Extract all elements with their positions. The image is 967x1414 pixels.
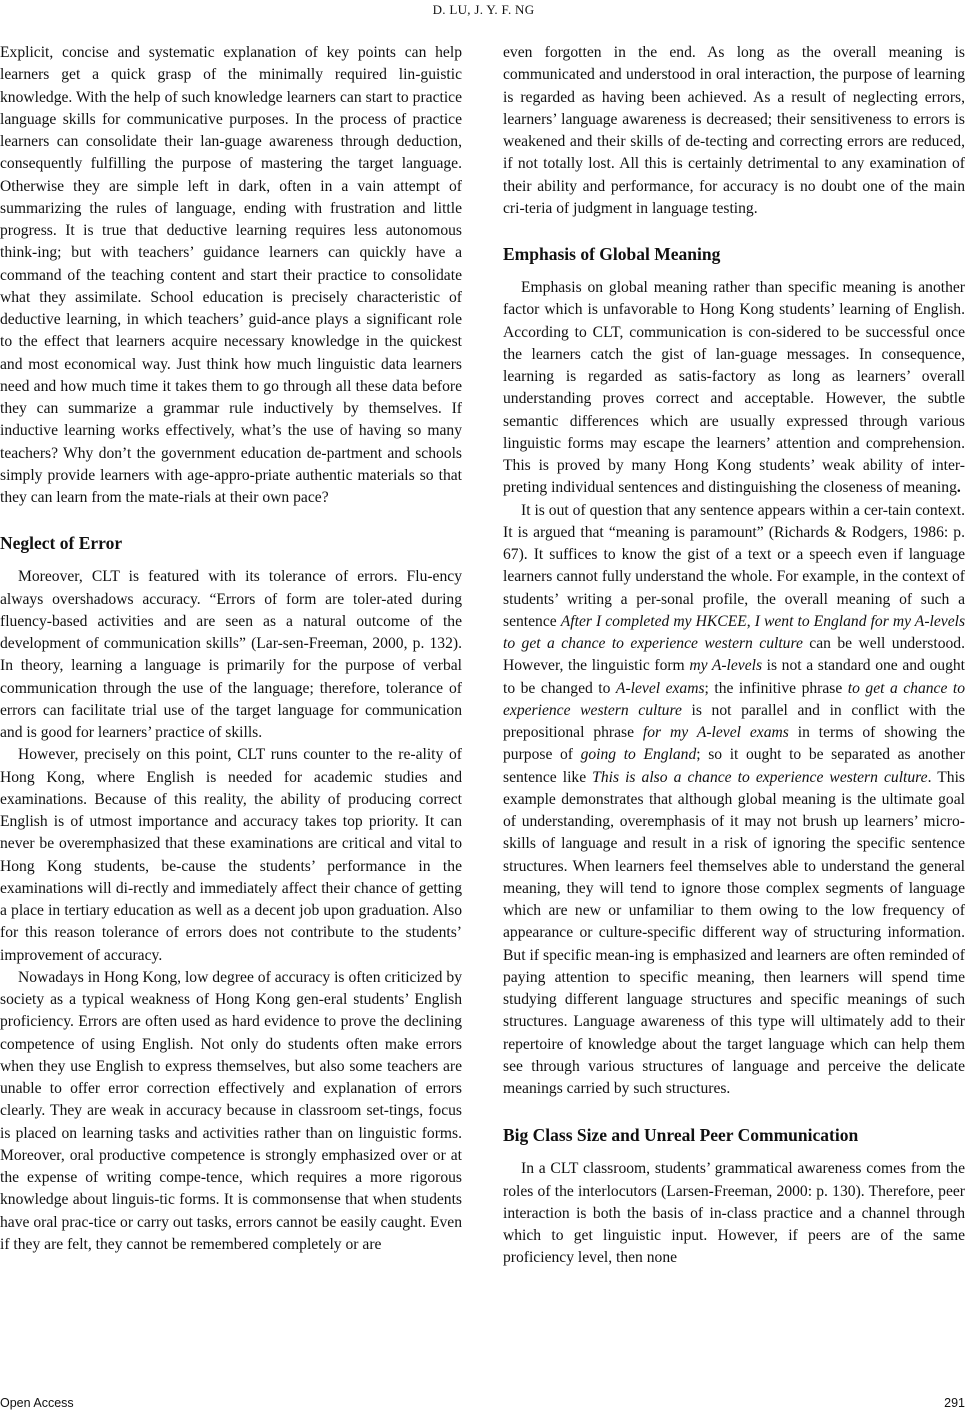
paragraph: Explicit, concise and systematic explanation of key points can help learners get a quick grasp of the minimally required lin-guistic knowledge. With the help of such knowledge learners can start to practice language skills for communicative purposes. In the process of practice learners can consolidate their lan-guage awareness through deduction, consequently fulfilling the purpose of mastering the target language. Otherwise they are simple left in dark, often in a vain attempt of summarizing the rules of language, ending with frustration and little progress. It is true that deductive learning requires less autonomous think-ing; but with teachers’ guidance learners can quickly have a command of the teaching content and start their practice to consolidate what they assimilate. School education is precisely characteristic of deductive learning, in which teachers’ guid-ance plays a significant role to the effect that learners acquire necessary knowledge in the quickest and most economical way. Just think how much linguistic data learners need and how much time it takes them to go through all these data before they can summarize a grammar rule inductively by themselves. If inductive learning works effectively, what’s the use of having so many teachers? Why don’t the government education de-partment and schools simply provide learners with age-appro-priate authentic materials so that they can learn from the mate-rials at their own pace? [0,44,462,506]
text-run: , [746,612,755,630]
example-phrase: for my A-level exams [642,724,789,741]
section-heading-neglect-of-error: Neglect of Error [0,533,123,554]
section-heading-global-meaning: Emphasis of Global Meaning [503,244,721,264]
running-head: D. LU, J. Y. F. NG [432,2,535,17]
text-run: It is out of question that any sentence appears within a cer-tain context. It is argued that “meaning is paramount” (Richards & Rodgers, 1986: p. 67). It suffices to know the gist of a text or a speech even if language learners cannot fully understand the whole. For example, in the context of students’ writing a per-sonal profile, the overall meaning of such a sentence [503,501,965,630]
paragraph: Nowadays in Hong Kong, low degree of accuracy is often criticized by society as a typical weakness of Hong Kong gen-eral students’ English proficiency. Errors are often used as hard evidence to prove the declining competence of using English. Not only do students often make errors when they use English to express themselves, but also some teachers are unable to offer error correction effectively and explanation of errors clearly. They are weak in accuracy because in classroom set-tings, focus is placed on learning tasks and activities rather than on linguistic forms. Moreover, oral productive competence is strongly emphasized over or at the expense of writing compe-tence, which requires a more rigorous knowledge about linguis-tic forms. It is commonsense that when students have oral prac-tice or carry out tasks, errors cannot be easily caught. Even if they are felt, they cannot be remembered completely or are [0,968,462,1253]
right-column [503,42,965,1270]
paragraph: In a CLT classroom, students’ grammatical awareness comes from the roles of the interlocutors (Larsen-Freeman, 2000: p. 130). Therefore, peer interaction is both the basis of in-class practice and a channel through which to get linguistic input. However, if peers are of the same proficiency level, then none [503,1160,965,1267]
page-number: 291 [944,1396,965,1410]
text-run: . This example demonstrates that although global meaning is the ultimate goal of understanding, overemphasis of it may not brush up learners’ micro-skills of language and result in a risk of ignoring the specific sentence structures. When learners feel themselves able to understand the general meaning, they will tend to ignore those complex segments of language which are new or unfamiliar to them owing to the low frequency of appearance or culture-specific different way of structuring information. But if specific mean-ing is emphasized and learners are often reminded of paying attention to specific meaning, then learners will spend time studying different language structures and specific meanings of such structures. Language awareness of this type will ultimately add to their repertoire of knowledge about the target language which can help them see through various structures of language and perceive the delicate meanings carried by such structures. [503,768,965,1097]
paragraph-end-mark: . [956,479,961,497]
example-sentence-part-2: I went to England for my A-levels to get a chance to experience western culture [503,612,966,652]
left-column [0,42,462,1256]
text-run: is not a standard one and ought to be changed to [503,657,965,697]
example-phrase: A-level exams [615,679,705,697]
text-run: ; the infinitive phrase [704,679,848,697]
paragraph-text: Emphasis on global meaning rather than specific meaning is another factor which is unfavorable to Hong Kong students’ learning of English. According to CLT, communication is con-sidered to be successful once the learners catch the gist of lan-guage messages. In consequence, learning is regarded as satis-factory as long as learners’ overall understanding proves correct and acceptable. However, the subtle semantic differences which are usually expressed through various linguistic forms may escape the learners’ attention and comprehension. This is proved by many Hong Kong students’ weak ability of inter-preting individual sentences and distinguishing the closeness of meaning [503,279,965,497]
paragraph: even forgotten in the end. As long as the overall meaning is communicated and understood in oral interaction, the purpose of learning is regarded as having been achieved. As a result of neglecting errors, learners’ language awareness is decreased; their sensitiveness to errors is weakened and their skills of de-tecting and correcting errors are reduced, if not totally lost. All this is certainly detrimental to any examination of their ability and performance, for accuracy is no doubt one of the main cri-teria of judgment in language testing. [503,44,965,217]
text-run: in terms of showing the purpose of [503,724,965,764]
text-run: ; so it ought to be separated as another sentence like [503,746,965,786]
paragraph: Moreover, CLT is featured with its tolerance of errors. Flu-ency always overshadows accuracy. “Errors of form are toler-ated during fluency-based activities and are seen as a natural outcome of the development of communication skills” (Lar-sen-Freeman, 2000, p. 132). In theory, learning a language is primarily for the purpose of verbal communication through the use of the language; therefore, tolerance of errors can facilitate trial use of the target language for communication and is good for learners’ practice of skills. [0,568,462,741]
example-phrase: my A-levels [689,657,763,675]
paragraph [503,277,965,500]
example-phrase: to get a chance to experience western culture [503,679,966,719]
footer-open-access: Open Access [0,1396,74,1410]
example-phrase: going to England [580,746,697,764]
text-run: can be well understood. However, the linguistic form [503,635,965,675]
paragraph: However, precisely on this point, CLT runs counter to the re-ality of Hong Kong, where English is needed for academic studies and examinations. Because of this reality, the ability of producing correct English is of utmost importance and accuracy takes top priority. It can never be overemphasized that these examinations are critical and vital to Hong Kong students, be-cause the students’ performance in the examinations will di-rectly and immediately affect their chance of getting a place in tertiary education as well as a decent job upon graduation. Also for this reason tolerance of errors does not contribute to the students’ improvement of accuracy. [0,746,462,964]
paragraph [503,500,965,1101]
example-sentence-part-1: After I completed my HKCEE [560,612,747,630]
section-heading-big-class-size: Big Class Size and Unreal Peer Communication [503,1125,859,1146]
text-run: is not parallel and in conflict with the prepositional phrase [503,701,965,741]
example-sentence: This is also a chance to experience western culture [592,768,928,786]
